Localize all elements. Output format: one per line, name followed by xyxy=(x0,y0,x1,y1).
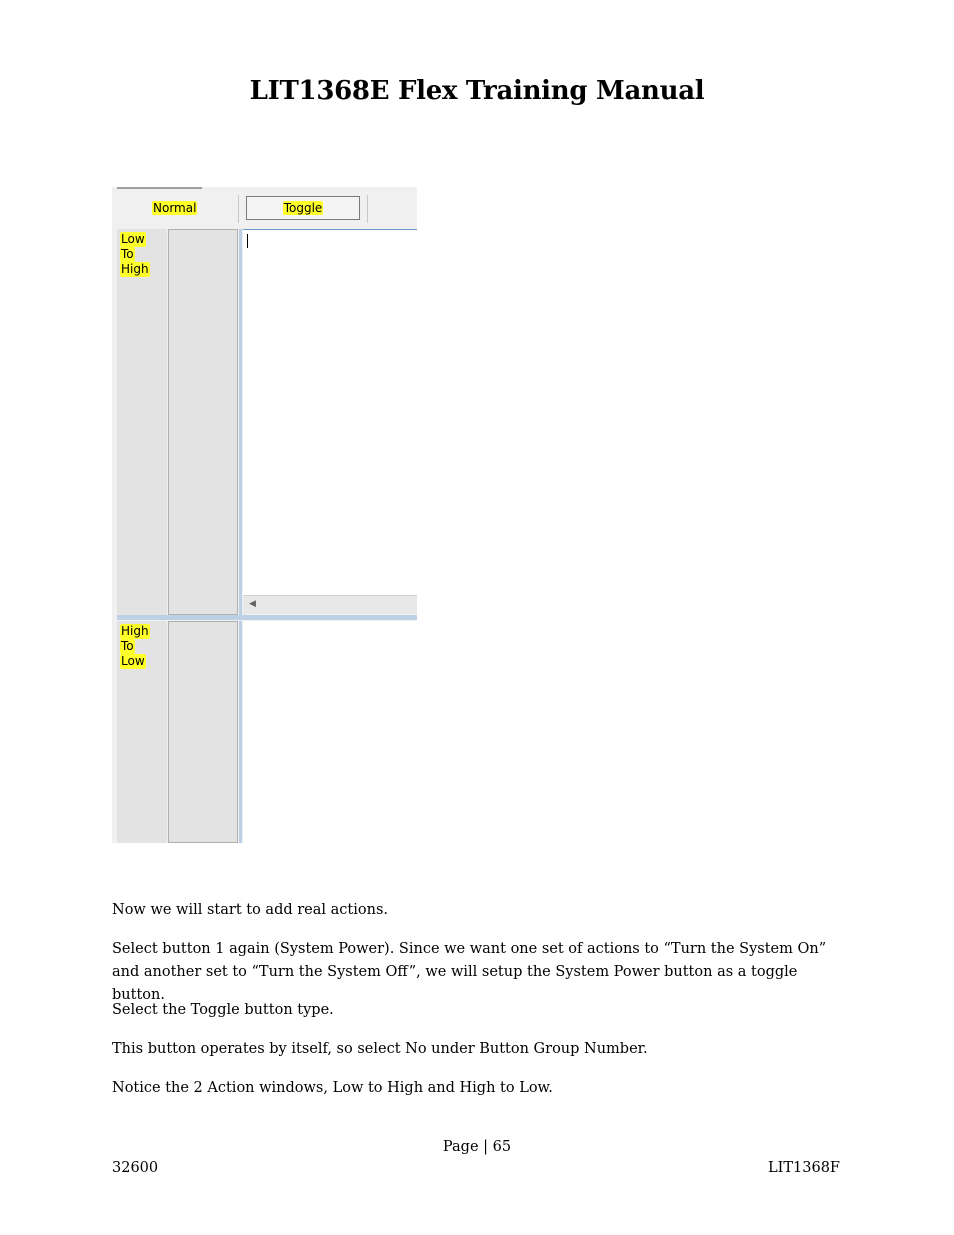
horizontal-scrollbar[interactable] xyxy=(243,595,417,614)
normal-button[interactable]: Normal xyxy=(153,201,197,215)
page-number: Page | 65 xyxy=(442,1139,512,1155)
paragraph: Now we will start to add real actions. xyxy=(112,902,388,918)
paragraph: This button operates by itself, so select No under Button Group Number. xyxy=(112,1041,648,1057)
high-to-low-label: High To Low xyxy=(121,624,149,668)
paragraph: Select button 1 again (System Power). Since we want one set of actions to “Turn the System On” and another set to “Turn the System Off”, we will setup the System Power button as a toggle button. xyxy=(112,941,827,1003)
toggle-button[interactable]: Toggle xyxy=(246,196,360,220)
pane-splitter[interactable] xyxy=(117,615,417,620)
high-to-low-action-editor[interactable] xyxy=(243,621,417,843)
footer-left: 32600 xyxy=(112,1160,159,1176)
low-to-high-action-editor[interactable] xyxy=(243,229,417,596)
pane-divider xyxy=(239,621,242,843)
paragraph: Select the Toggle button type. xyxy=(112,1002,334,1018)
toolbar-divider xyxy=(367,195,368,223)
low-to-high-label-panel xyxy=(117,229,167,615)
low-to-high-side-panel xyxy=(168,229,238,615)
text-caret xyxy=(247,234,248,248)
low-to-high-label: Low To High xyxy=(121,232,149,276)
pane-divider xyxy=(239,229,242,615)
page-title: LIT1368E Flex Training Manual xyxy=(249,76,705,106)
scroll-left-icon[interactable]: ◀ xyxy=(249,599,256,609)
high-to-low-side-panel xyxy=(168,621,238,843)
toolbar-divider xyxy=(238,195,239,223)
high-to-low-label-panel xyxy=(117,621,167,843)
button-type-screenshot xyxy=(112,187,417,843)
footer-right: LIT1368F xyxy=(768,1160,840,1176)
tab-edge xyxy=(117,187,202,189)
paragraph: Notice the 2 Action windows, Low to High and High to Low. xyxy=(112,1080,553,1096)
